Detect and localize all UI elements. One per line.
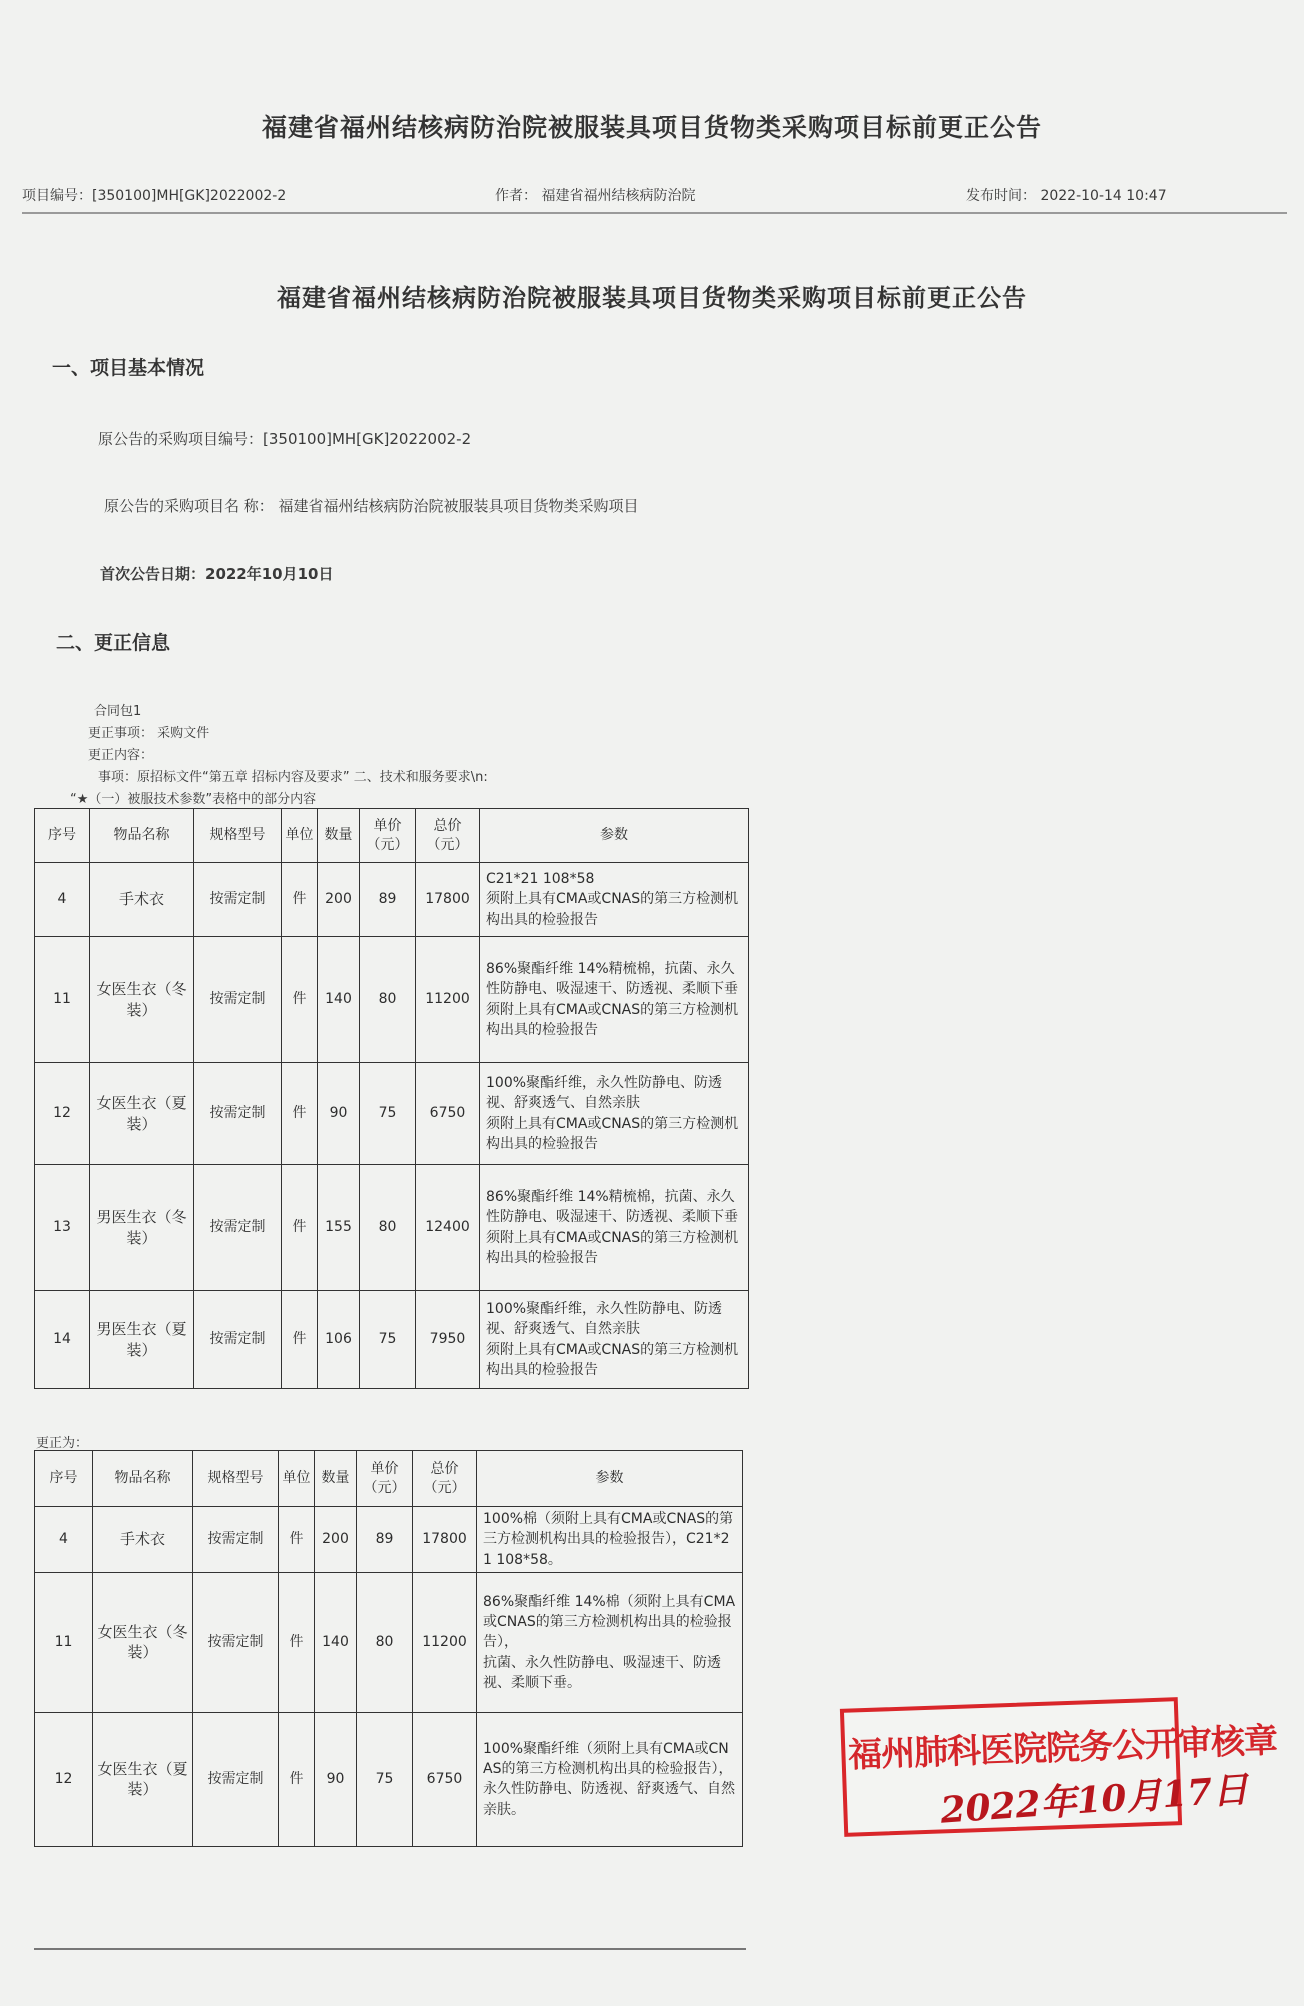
contract-package: 合同包1	[94, 704, 142, 719]
table-row	[35, 1291, 749, 1389]
params-line: 100%聚酯纤维，永久性防静电、防透视、舒爽透气、自然亲肤	[486, 1074, 723, 1112]
params-line: 100%聚酯纤维（须附上具有CMA或CNAS的第三方检测机构出具的检验报告），永久性防静电、防透视、舒爽透气、自然亲肤。	[483, 1740, 735, 1818]
stamp-text: 福州肺科医院院务公开审核章	[847, 1720, 1278, 1776]
cell-seq: 14	[35, 1291, 90, 1389]
cell-params	[480, 937, 749, 1063]
cell-item-name: 女医生衣（夏装）	[93, 1712, 193, 1846]
cell-qty: 140	[315, 1572, 357, 1712]
params-line: 86%聚酯纤维 14%棉（须附上具有CMA或CNAS的第三方检测机构出具的检验报告），	[483, 1593, 736, 1651]
bottom-divider	[34, 1948, 746, 1950]
header-spec: 规格型号	[194, 809, 282, 863]
cell-unit: 件	[282, 1063, 318, 1165]
cell-params	[477, 1507, 743, 1573]
header-qty: 数量	[318, 809, 360, 863]
cell-unit: 件	[282, 937, 318, 1063]
publish-time: 发布时间： 2022-10-14 10:47	[966, 188, 1167, 204]
cell-total-price: 17800	[416, 863, 480, 937]
header-qty: 数量	[315, 1451, 357, 1507]
params-line: 100%聚酯纤维，永久性防静电、防透视、舒爽透气、自然亲肤	[486, 1300, 723, 1338]
stamp-handwritten-date: 2022年10月17日	[939, 1768, 1250, 1832]
cell-params	[480, 1063, 749, 1165]
corrected-spec-table	[34, 1450, 743, 1847]
original-project-name: 原公告的采购项目名 称： 福建省福州结核病防治院被服装具项目货物类采购项目	[104, 497, 639, 515]
params-line: 抗菌、永久性防静电、吸湿速干、防透视、柔顺下垂。	[483, 1654, 721, 1691]
author: 作者： 福建省福州结核病防治院	[495, 188, 696, 204]
cell-item-name: 男医生衣（冬装）	[90, 1165, 194, 1291]
header-unit-price: 单价（元）	[357, 1451, 413, 1507]
cell-total-price: 12400	[416, 1165, 480, 1291]
cell-unit-price: 75	[357, 1712, 413, 1846]
params-line: 须附上具有CMA或CNAS的第三方检测机构出具的检验报告	[486, 1229, 739, 1266]
header-total-price: 总价（元）	[413, 1451, 477, 1507]
cell-params	[477, 1712, 743, 1846]
header-item-name: 物品名称	[90, 809, 194, 863]
cell-total-price: 6750	[413, 1712, 477, 1846]
params-line: 86%聚酯纤维 14%精梳棉，抗菌、永久性防静电、吸湿速干、防透视、柔顺下垂	[486, 1188, 738, 1226]
table-row	[35, 1063, 749, 1165]
original-project-number: 原公告的采购项目编号：[350100]MH[GK]2022002-2	[98, 430, 472, 448]
header-params: 参数	[477, 1451, 743, 1507]
params-line: 须附上具有CMA或CNAS的第三方检测机构出具的检验报告	[486, 891, 739, 928]
project-number: 项目编号：[350100]MH[GK]2022002-2	[22, 188, 287, 204]
cell-seq: 12	[35, 1063, 90, 1165]
change-item: 更正事项： 采购文件	[88, 726, 210, 741]
cell-item-name: 手术衣	[93, 1507, 193, 1573]
cell-params	[477, 1572, 743, 1712]
header-total-price: 总价（元）	[416, 809, 480, 863]
cell-seq: 4	[35, 1507, 93, 1573]
cell-unit-price: 80	[357, 1572, 413, 1712]
cell-seq: 4	[35, 863, 90, 937]
cell-item-name: 男医生衣（夏装）	[90, 1291, 194, 1389]
cell-total-price: 11200	[413, 1572, 477, 1712]
header-unit: 单位	[279, 1451, 315, 1507]
cell-qty: 90	[318, 1063, 360, 1165]
cell-params	[480, 1291, 749, 1389]
cell-unit-price: 89	[360, 863, 416, 937]
cell-item-name: 女医生衣（冬装）	[90, 937, 194, 1063]
cell-params	[480, 1165, 749, 1291]
cell-unit: 件	[279, 1572, 315, 1712]
table-row	[35, 937, 749, 1063]
cell-spec: 按需定制	[193, 1572, 279, 1712]
cell-unit: 件	[282, 863, 318, 937]
cell-total-price: 11200	[416, 937, 480, 1063]
notice-line-2: “★（一）被服技术参数”表格中的部分内容	[70, 792, 317, 807]
table-row	[35, 1507, 743, 1573]
cell-spec: 按需定制	[194, 1063, 282, 1165]
cell-total-price: 6750	[416, 1063, 480, 1165]
notice-line-1: 事项：原招标文件“第五章 招标内容及要求” 二、技术和服务要求\n:	[98, 770, 488, 785]
header-divider	[22, 212, 1287, 214]
first-announce-date: 首次公告日期：2022年10月10日	[100, 565, 334, 583]
cell-item-name: 手术衣	[90, 863, 194, 937]
cell-unit: 件	[282, 1165, 318, 1291]
cell-total-price: 7950	[416, 1291, 480, 1389]
section-basic-info: 一、项目基本情况	[52, 357, 205, 379]
params-line: C21*21 108*58	[486, 871, 595, 888]
cell-seq: 11	[35, 1572, 93, 1712]
header-spec: 规格型号	[193, 1451, 279, 1507]
params-line: 须附上具有CMA或CNAS的第三方检测机构出具的检验报告	[486, 1001, 739, 1038]
cell-unit-price: 89	[357, 1507, 413, 1573]
params-line: 86%聚酯纤维 14%精梳棉，抗菌、永久性防静电、吸湿速干、防透视、柔顺下垂	[486, 960, 738, 998]
cell-spec: 按需定制	[194, 1165, 282, 1291]
cell-unit: 件	[282, 1291, 318, 1389]
cell-qty: 200	[318, 863, 360, 937]
cell-seq: 12	[35, 1712, 93, 1846]
cell-unit-price: 80	[360, 937, 416, 1063]
page-header-title: 福建省福州结核病防治院被服装具项目货物类采购项目标前更正公告	[261, 113, 1042, 142]
params-line: 100%棉（须附上具有CMA或CNAS的第三方检测机构出具的检验报告），C21*21 108*58。	[483, 1511, 734, 1568]
change-content-label: 更正内容：	[88, 748, 154, 763]
cell-spec: 按需定制	[194, 937, 282, 1063]
table-row	[35, 1165, 749, 1291]
cell-qty: 140	[318, 937, 360, 1063]
cell-spec: 按需定制	[193, 1712, 279, 1846]
table-row	[35, 1572, 743, 1712]
original-spec-table	[34, 808, 749, 1389]
cell-item-name: 女医生衣（夏装）	[90, 1063, 194, 1165]
cell-qty: 155	[318, 1165, 360, 1291]
cell-unit: 件	[279, 1507, 315, 1573]
cell-spec: 按需定制	[193, 1507, 279, 1573]
cell-unit-price: 75	[360, 1063, 416, 1165]
cell-qty: 200	[315, 1507, 357, 1573]
header-unit-price: 单价（元）	[360, 809, 416, 863]
cell-unit: 件	[279, 1712, 315, 1846]
cell-seq: 11	[35, 937, 90, 1063]
cell-qty: 90	[315, 1712, 357, 1846]
cell-seq: 13	[35, 1165, 90, 1291]
document-title: 福建省福州结核病防治院被服装具项目货物类采购项目标前更正公告	[277, 284, 1027, 312]
changed-to-label: 更正为：	[36, 1436, 89, 1451]
cell-spec: 按需定制	[194, 863, 282, 937]
header-item-name: 物品名称	[93, 1451, 193, 1507]
params-line: 须附上具有CMA或CNAS的第三方检测机构出具的检验报告	[486, 1341, 739, 1378]
cell-spec: 按需定制	[194, 1291, 282, 1389]
section-correction-info: 二、更正信息	[56, 632, 171, 654]
params-line: 须附上具有CMA或CNAS的第三方检测机构出具的检验报告	[486, 1115, 739, 1152]
header-unit: 单位	[282, 809, 318, 863]
cell-unit-price: 80	[360, 1165, 416, 1291]
cell-qty: 106	[318, 1291, 360, 1389]
header-seq: 序号	[35, 809, 90, 863]
cell-params	[480, 863, 749, 937]
table-row	[35, 863, 749, 937]
cell-unit-price: 75	[360, 1291, 416, 1389]
table-row	[35, 1712, 743, 1846]
header-params: 参数	[480, 809, 749, 863]
header-seq: 序号	[35, 1451, 93, 1507]
cell-total-price: 17800	[413, 1507, 477, 1573]
cell-item-name: 女医生衣（冬装）	[93, 1572, 193, 1712]
